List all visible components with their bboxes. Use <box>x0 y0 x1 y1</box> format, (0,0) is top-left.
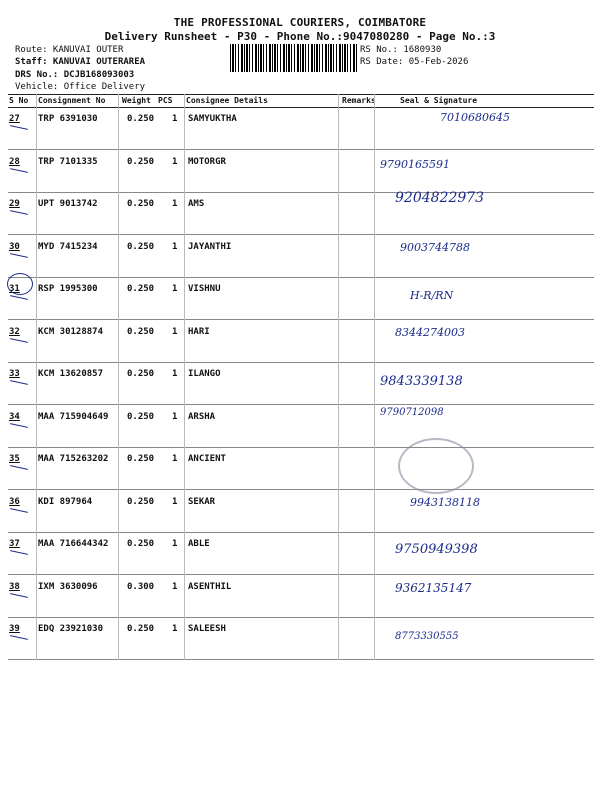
sno-cell: 39 <box>9 624 20 634</box>
table-row <box>8 617 594 660</box>
table-row <box>8 575 594 618</box>
handwritten-signature: 9362135147 <box>395 580 472 595</box>
consignment-cell: MAA 715904649 <box>38 411 109 422</box>
consignee-cell: MOTORGR <box>188 156 226 167</box>
weight-cell: 0.250 <box>127 496 155 507</box>
row-31-circle-mark <box>7 273 33 295</box>
consignment-cell: MAA 715263202 <box>38 454 109 464</box>
sno-cell: 37 <box>9 539 20 549</box>
table-row <box>8 490 594 533</box>
pcs-cell: 1 <box>172 454 178 464</box>
table-row <box>8 192 594 235</box>
check-mark <box>10 423 28 428</box>
handwritten-signature: 8773330555 <box>395 631 459 642</box>
table-row <box>8 320 594 363</box>
column-divider <box>374 94 375 660</box>
weight-cell: 0.300 <box>127 581 155 592</box>
handwritten-signature: 9790712098 <box>380 406 444 418</box>
sno-cell: 28 <box>9 156 20 167</box>
pcs-cell: 1 <box>172 199 178 209</box>
col-consignment: Consignment No <box>38 96 106 105</box>
consignment-cell: KCM 30128874 <box>38 326 104 337</box>
sno-cell: 36 <box>9 496 20 507</box>
runsheet-subtitle: Delivery Runsheet - P30 - Phone No.:9047080280 - Page No.:3 <box>104 30 496 43</box>
weight-cell: 0.250 <box>127 624 155 634</box>
weight-cell: 0.250 <box>127 411 155 422</box>
handwritten-signature: H-R/RN <box>410 289 454 302</box>
handwritten-signature: 9003744788 <box>400 240 470 254</box>
rs-number: RS No.: 1680930 <box>360 45 442 55</box>
column-divider <box>338 94 339 660</box>
consignee-cell: ABLE <box>188 539 210 549</box>
weight-cell: 0.250 <box>127 369 155 379</box>
consignee-cell: SAMYUKTHA <box>188 114 237 124</box>
table-row <box>8 405 594 448</box>
consignee-cell: ASENTHIL <box>188 581 232 592</box>
pcs-cell: 1 <box>172 326 178 337</box>
weight-cell: 0.250 <box>127 199 155 209</box>
weight-cell: 0.250 <box>127 156 155 167</box>
column-divider <box>36 94 37 660</box>
weight-cell: 0.250 <box>127 241 155 252</box>
check-mark <box>10 508 28 513</box>
consignment-cell: KDI 897964 <box>38 496 93 507</box>
drs-info: DRS No.: DCJB168093003 <box>15 70 135 80</box>
company-title: THE PROFESSIONAL COURIERS, COIMBATORE <box>173 16 427 29</box>
column-divider <box>184 94 185 660</box>
check-mark <box>10 635 28 640</box>
col-pcs: PCS <box>158 96 173 105</box>
handwritten-signature: 9750949398 <box>395 542 478 557</box>
sno-cell: 29 <box>9 199 20 209</box>
check-mark <box>10 295 28 300</box>
pcs-cell: 1 <box>172 624 178 634</box>
check-mark <box>10 253 28 258</box>
table-row <box>8 447 594 490</box>
sno-cell: 33 <box>9 369 20 379</box>
handwritten-signature: 8344274003 <box>395 325 465 339</box>
pcs-cell: 1 <box>172 539 178 549</box>
check-mark <box>10 125 28 130</box>
consignment-cell: RSP 1995300 <box>38 284 98 294</box>
column-divider <box>118 94 119 660</box>
barcode-image <box>230 44 358 72</box>
sno-cell: 31 <box>9 284 20 294</box>
consignee-cell: AMS <box>188 199 205 209</box>
staff-info: Staff: KANUVAI OUTERAREA <box>15 57 146 67</box>
consignee-cell: ARSHA <box>188 411 216 422</box>
col-remarks: Remarks <box>342 96 376 105</box>
consignment-cell: KCM 13620857 <box>38 369 104 379</box>
sno-cell: 35 <box>9 454 20 464</box>
check-mark <box>10 380 28 385</box>
pcs-cell: 1 <box>172 284 178 294</box>
check-mark <box>10 550 28 555</box>
handwritten-signature: 9943138118 <box>410 495 480 509</box>
handwritten-signature: 9204822973 <box>395 190 485 206</box>
consignment-cell: MAA 716644342 <box>38 539 109 549</box>
pcs-cell: 1 <box>172 114 178 124</box>
col-seal: Seal & Signature <box>400 96 478 105</box>
weight-cell: 0.250 <box>127 114 155 124</box>
pcs-cell: 1 <box>172 241 178 252</box>
check-mark <box>10 465 28 470</box>
consignee-cell: ILANGO <box>188 369 221 379</box>
consignment-cell: EDQ 23921030 <box>38 624 104 634</box>
table-row <box>8 235 594 278</box>
rs-date: RS Date: 05-Feb-2026 <box>360 57 469 67</box>
table-header <box>8 94 594 108</box>
sno-cell: 34 <box>9 411 20 422</box>
table-row <box>8 532 594 575</box>
consignment-cell: IXM 3630096 <box>38 581 98 592</box>
check-mark <box>10 168 28 173</box>
check-mark <box>10 338 28 343</box>
col-weight: Weight <box>122 96 151 105</box>
weight-cell: 0.250 <box>127 454 155 464</box>
weight-cell: 0.250 <box>127 539 155 549</box>
sno-cell: 32 <box>9 326 20 337</box>
consignee-cell: SEKAR <box>188 496 216 507</box>
check-mark <box>10 593 28 598</box>
consignment-cell: UPT 9013742 <box>38 199 98 209</box>
pcs-cell: 1 <box>172 411 178 422</box>
handwritten-signature: 9790165591 <box>380 157 450 171</box>
consignment-cell: MYD 7415234 <box>38 241 98 252</box>
table-row <box>8 107 594 150</box>
consignee-cell: JAYANTHI <box>188 241 232 252</box>
sno-cell: 27 <box>9 114 20 124</box>
handwritten-signature: 7010680645 <box>440 111 510 124</box>
consignee-cell: SALEESH <box>188 624 226 634</box>
col-sno: S No <box>9 96 29 105</box>
sno-cell: 38 <box>9 581 20 592</box>
consignment-cell: TRP 7101335 <box>38 156 98 167</box>
consignee-cell: ANCIENT <box>188 454 226 464</box>
pcs-cell: 1 <box>172 496 178 507</box>
pcs-cell: 1 <box>172 156 178 167</box>
consignee-cell: HARI <box>188 326 210 337</box>
col-consignee: Consignee Details <box>186 96 268 105</box>
weight-cell: 0.250 <box>127 326 155 337</box>
pcs-cell: 1 <box>172 369 178 379</box>
table-row <box>8 277 594 320</box>
handwritten-signature: 9843339138 <box>380 374 463 389</box>
sno-cell: 30 <box>9 241 20 252</box>
weight-cell: 0.250 <box>127 284 155 294</box>
consignee-cell: VISHNU <box>188 284 221 294</box>
route-info: Route: KANUVAI OUTER <box>15 45 124 55</box>
consignment-cell: TRP 6391030 <box>38 114 98 124</box>
table-row <box>8 150 594 193</box>
pcs-cell: 1 <box>172 581 178 592</box>
table-row <box>8 362 594 405</box>
seal-stamp <box>398 438 474 494</box>
check-mark <box>10 210 28 215</box>
vehicle-info: Vehicle: Office Delivery <box>15 82 146 92</box>
